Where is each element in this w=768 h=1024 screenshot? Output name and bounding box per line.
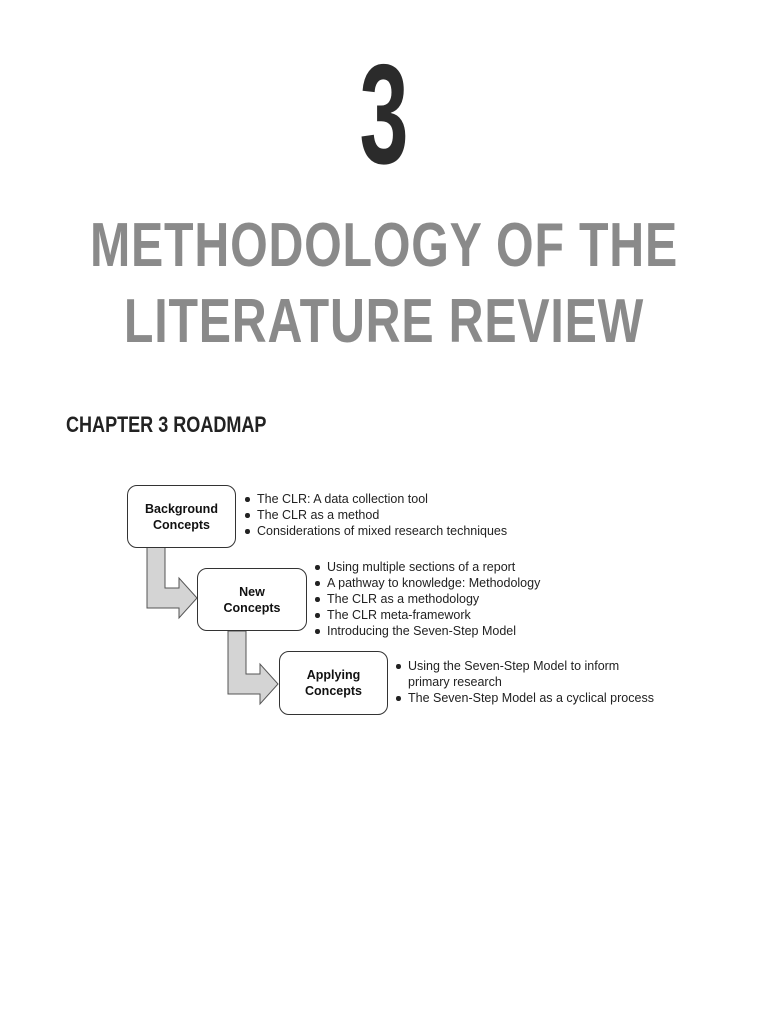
connector-arrow-1	[147, 547, 197, 618]
bullet-item: Using the Seven-Step Model to inform	[394, 658, 654, 674]
stage-box-background-concepts	[127, 485, 236, 548]
bullet-item: The CLR meta-framework	[313, 607, 540, 623]
bullet-item: The CLR: A data collection tool	[243, 491, 507, 507]
stage-2-bullet-list	[313, 559, 540, 639]
bullet-item: The CLR as a method	[243, 507, 507, 523]
stage-box-applying-concepts	[279, 651, 388, 715]
stage-label-line-1: Applying	[306, 668, 361, 682]
stage-label-line-2: Concepts	[153, 517, 210, 532]
chapter-title-line-1: METHODOLOGY OF THE	[89, 211, 679, 280]
stage-1-bullet-list	[243, 491, 507, 539]
bullet-item: The Seven-Step Model as a cyclical process	[394, 690, 654, 706]
stage-label-line-2: Concepts	[305, 684, 362, 698]
chapter-title-line-2: LITERATURE REVIEW	[123, 287, 645, 356]
bullet-item: Using multiple sections of a report	[313, 559, 540, 575]
bullet-item: Considerations of mixed research techniques	[243, 523, 507, 539]
chapter-title	[0, 208, 768, 360]
roadmap-heading: CHAPTER 3 ROADMAP	[66, 412, 267, 437]
stage-label-line-2: Concepts	[223, 600, 281, 615]
chapter-number: 3	[359, 35, 409, 194]
connector-arrow-2	[228, 631, 278, 704]
stage-label-line-1: Background	[145, 501, 218, 516]
bullet-item-continuation: primary research	[408, 675, 502, 689]
stage-3-bullet-list	[394, 658, 654, 706]
bullet-item: Introducing the Seven-Step Model	[313, 623, 540, 639]
bullet-item: A pathway to knowledge: Methodology	[313, 575, 540, 591]
stage-label-line-1: New	[239, 584, 265, 599]
bullet-item: The CLR as a methodology	[313, 591, 540, 607]
stage-box-new-concepts	[197, 568, 307, 631]
